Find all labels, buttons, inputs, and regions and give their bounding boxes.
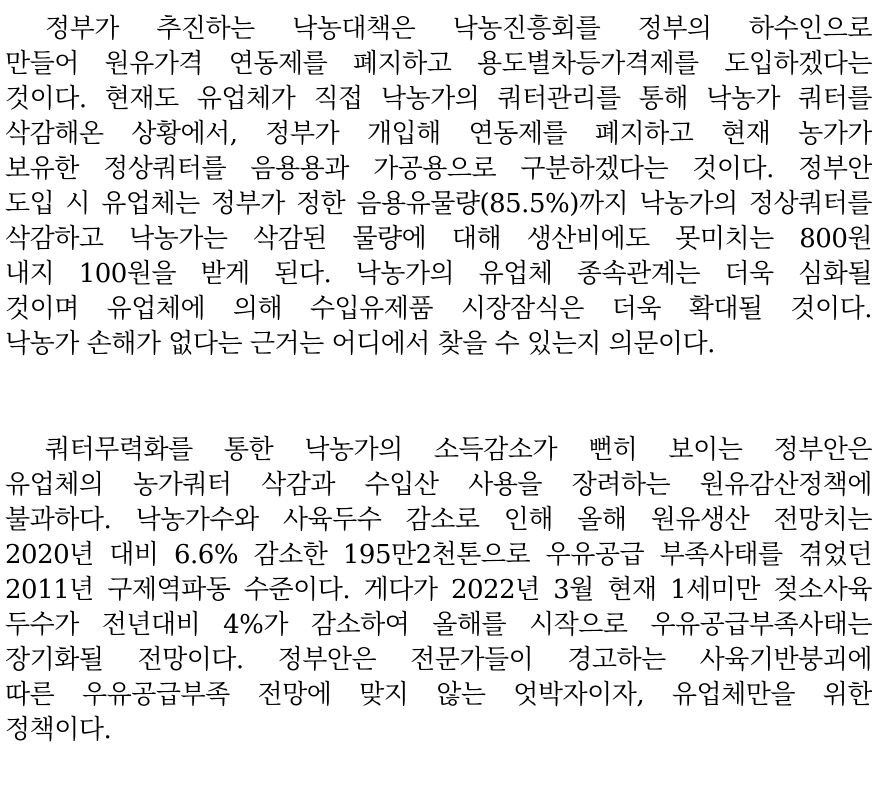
paragraph-line: 낙농가 손해가 없다는 근거는 어디에서 찾을 수 있는지 의문이다. [5,329,715,359]
paragraph-line: 정부가 추진하는 낙농대책은 낙농진흥회를 정부의 하수인으로 [45,14,872,44]
paragraph-line: 내지 100원을 받게 된다. 낙농가의 유업체 종속관계는 더욱 심화될 [5,259,872,289]
paragraph-line: 2020년 대비 6.6% 감소한 195만2천톤으로 우유공급 부족사태를 겪었던 [5,540,872,570]
paragraph-line: 유업체의 농가쿼터 삭감과 수입산 사용을 장려하는 원유감산정책에 [5,470,872,500]
paragraph-line: 장기화될 전망이다. 정부안은 전문가들이 경고하는 사육기반붕괴에 [5,645,872,675]
paragraph-line: 만들어 원유가격 연동제를 폐지하고 용도별차등가격제를 도입하겠다는 [5,49,872,79]
paragraph-line: 정책이다. [5,715,112,745]
paragraph-line: 삭감하고 낙농가는 삭감된 물량에 대해 생산비에도 못미치는 800원 [5,224,872,254]
paragraph-line: 따른 우유공급부족 전망에 맞지 않는 엇박자이자, 유업체만을 위한 [5,680,872,710]
paragraph-line: 것이다. 현재도 유업체가 직접 낙농가의 쿼터관리를 통해 낙농가 쿼터를 [5,84,872,114]
paragraph-line: 쿼터무력화를 통한 낙농가의 소득감소가 뻔히 보이는 정부안은 [45,435,872,465]
paragraph-line: 것이며 유업체에 의해 수입유제품 시장잠식은 더욱 확대될 것이다. [5,294,872,324]
paragraph-2 [5,433,872,748]
paragraph-line: 불과하다. 낙농가수와 사육두수 감소로 인해 올해 원유생산 전망치는 [5,505,872,535]
paragraph-line: 2011년 구제역파동 수준이다. 게다가 2022년 3월 현재 1세미만 젖소사육 [5,575,872,605]
paragraph-1 [5,12,872,362]
paragraph-line: 보유한 정상쿼터를 음용용과 가공용으로 구분하겠다는 것이다. 정부안 [5,154,872,184]
paragraph-line: 삭감해온 상황에서, 정부가 개입해 연동제를 폐지하고 현재 농가가 [5,119,872,149]
paragraph-line: 도입 시 유업체는 정부가 정한 음용유물량(85.5%)까지 낙농가의 정상쿼터를 [5,189,872,219]
paragraph-line: 두수가 전년대비 4%가 감소하여 올해를 시작으로 우유공급부족사태는 [5,610,872,640]
